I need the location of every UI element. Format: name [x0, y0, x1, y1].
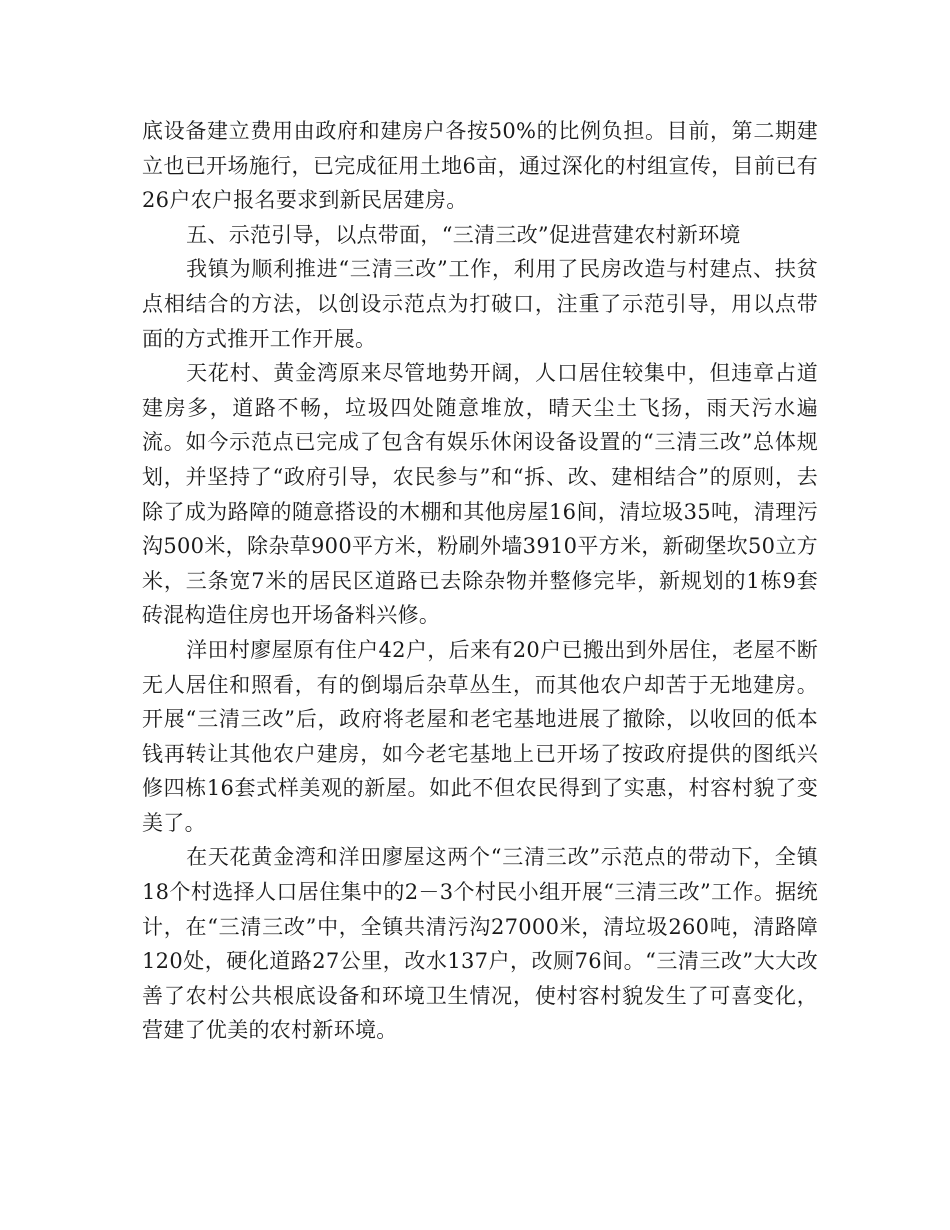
paragraph-statistics: 在天花黄金湾和洋田廖屋这两个“三清三改”示范点的带动下，全镇18个村选择人口居住集中的2－3个村民小组开展“三清三改”工作。据统计，在“三清三改”中，全镇共清污沟27000米，清垃圾260吨，清路障120处，硬化道路27公里，改水137户，改厕76间。“三清三改”大大改善了农村公共根底设备和环境卫生情况，使村容村貌发生了可喜变化，营建了优美的农村新环境。 [142, 845, 818, 1043]
paragraph-yangtian: 洋田村廖屋原有住户42户，后来有20户已搬出到外居住，老屋不断无人居住和照看，有的倒塌后杂草丛生，而其他农户却苦于无地建房。开展“三清三改”后，政府将老屋和老宅基地进展了撤除，以收回的低本钱再转让其他农户建房，如今老宅基地上已开场了按政府提供的图纸兴修四栋16套式样美观的新屋。如此不但农民得到了实惠，村容村貌了变美了。 [142, 637, 818, 835]
section-heading: 五、示范引导，以点带面，“三清三改”促进营建农村新环境 [186, 222, 741, 247]
paragraph-tianhua: 天花村、黄金湾原来尽管地势开阔，人口居住较集中，但违章占道建房多，道路不畅，垃圾四处随意堆放，晴天尘土飞扬，雨天污水遍流。如今示范点已完成了包含有娱乐休闲设备设置的“三清三改”总体规划，并坚持了“政府引导，农民参与”和“拆、改、建相结合”的原则，去除了成为路障的随意搭设的木棚和其他房屋16间，清垃圾35吨，清理污沟500米，除杂草900平方米，粉刷外墙3910平方米，新砌堡坎50立方米，三条宽7米的居民区道路已去除杂物并整修完毕，新规划的1栋9套砖混构造住房也开场备料兴修。 [142, 361, 818, 628]
document-body [142, 114, 818, 1048]
paragraph-method: 我镇为顺利推进“三清三改”工作，利用了民房改造与村建点、扶贫点相结合的方法，以创设示范点为打破口，注重了示范引导，用以点带面的方式推开工作开展。 [142, 257, 818, 351]
paragraph-continuation: 底设备建立费用由政府和建房户各按50%的比例负担。目前，第二期建立也已开场施行，已完成征用土地6亩，通过深化的村组宣传，目前已有26户农户报名要求到新民居建房。 [142, 119, 818, 213]
